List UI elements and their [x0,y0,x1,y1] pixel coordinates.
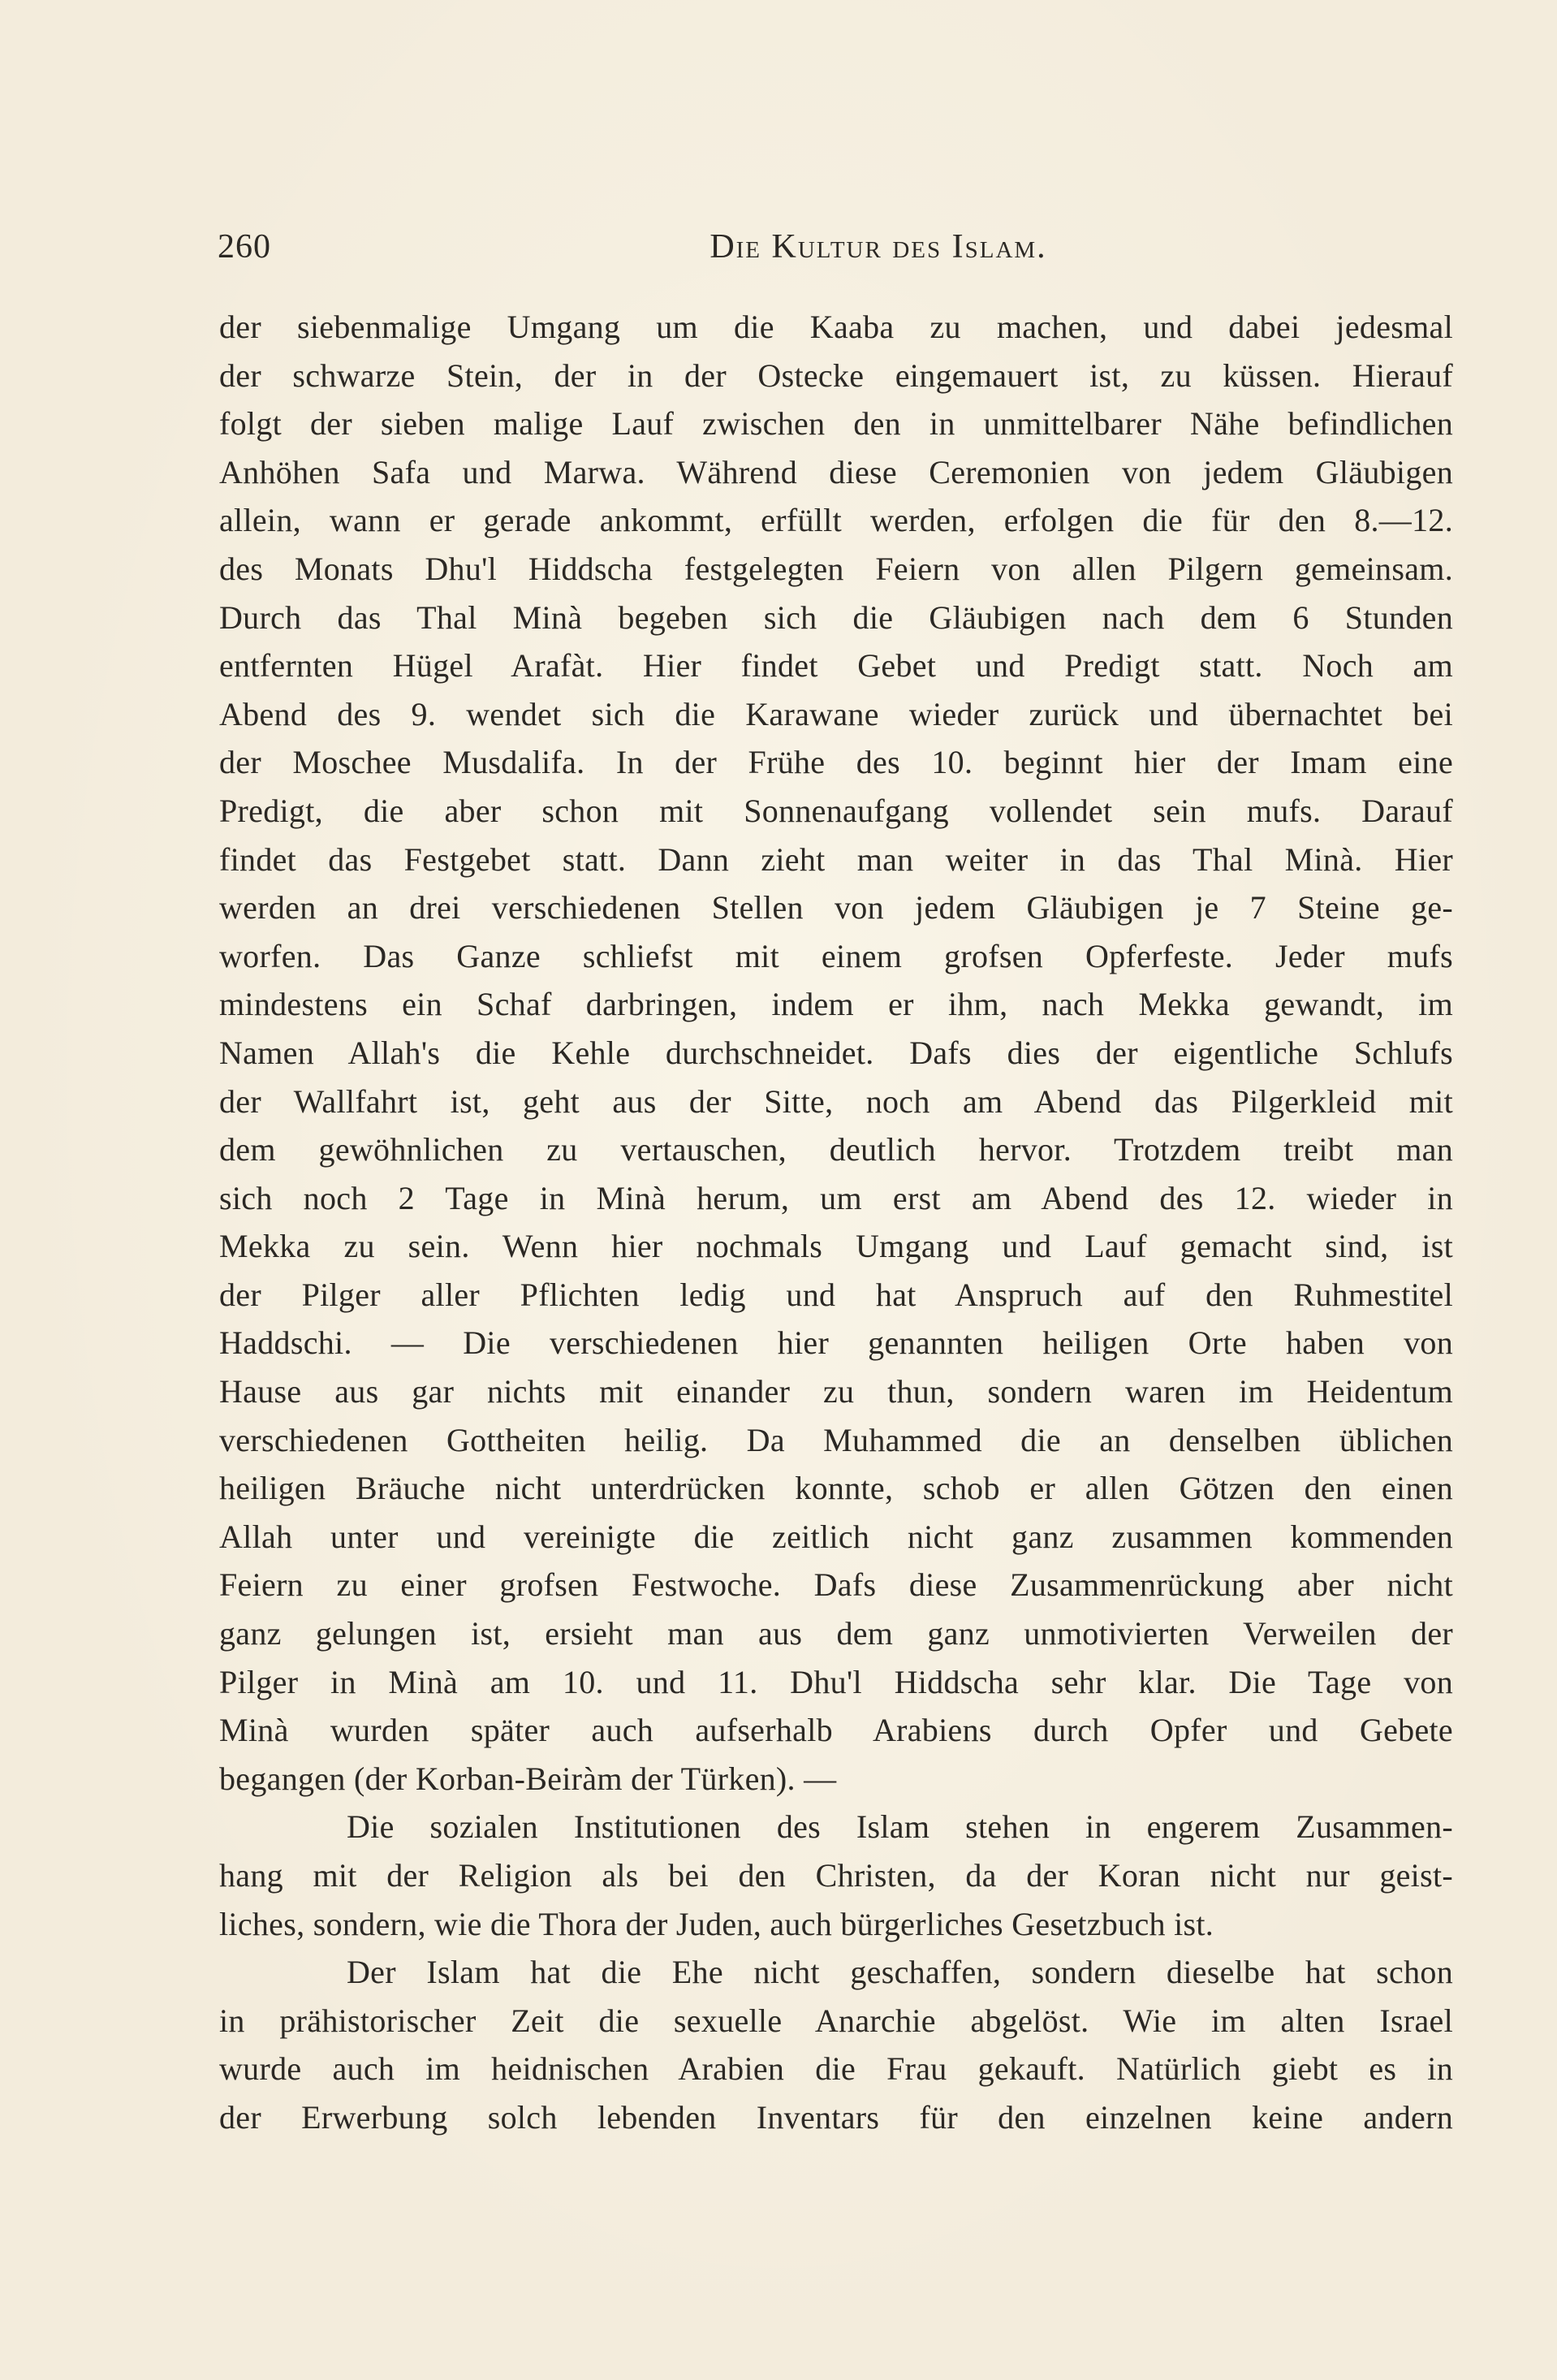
text-line: verschiedenen Gottheiten heilig. Da Muhammed die an denselben üblichen [219,1421,1453,1458]
text-line: Feiern zu einer grofsen Festwoche. Dafs diese Zusammenrückung aber nicht [219,1566,1453,1604]
text-line: werden an drei verschiedenen Stellen von jedem Gläubigen je 7 Steine ge- [219,889,1453,927]
text-line: hang mit der Religion als bei den Christen, da der Koran nicht nur geist- [219,1857,1453,1894]
page-header [218,227,1450,276]
text-line: der Wallfahrt ist, geht aus der Sitte, noch am Abend das Pilgerkleid mit [219,1082,1453,1120]
text-line: Anhöhen Safa und Marwa. Während diese Ceremonien von jedem Gläubigen [219,453,1453,490]
text-line: Mekka zu sein. Wenn hier nochmals Umgang und Lauf gemacht sind, ist [219,1228,1453,1265]
text-line: ganz gelungen ist, ersieht man aus dem ganz unmotivierten Verweilen der [219,1615,1453,1652]
text-line: liches, sondern, wie die Thora der Juden, auch bürgerliches Gesetzbuch ist. [219,1905,1214,1942]
body-text [219,303,1453,2142]
text-line: Allah unter und vereinigte die zeitlich nicht ganz zusammen kommenden [219,1518,1453,1555]
text-line: wurde auch im heidnischen Arabien die Frau gekauft. Natürlich giebt es in [219,2050,1453,2088]
page-number: 260 [218,228,271,266]
text-line: allein, wann er gerade ankommt, erfüllt werden, erfolgen die für den 8.—12. [219,502,1453,539]
text-line: Pilger in Minà am 10. und 11. Dhu'l Hiddscha sehr klar. Die Tage von [219,1663,1453,1700]
text-line: sich noch 2 Tage in Minà herum, um erst am Abend des 12. wieder in [219,1179,1453,1216]
text-line: der schwarze Stein, der in der Ostecke eingemauert ist, zu küssen. Hierauf [219,356,1453,394]
text-line: worfen. Das Ganze schliefst mit einem grofsen Opferfeste. Jeder mufs [219,937,1453,974]
paragraph-start-line: Der Islam hat die Ehe nicht geschaffen, sondern dieselbe hat schon [347,1954,1453,1991]
text-line: begangen (der Korban-Beiràm der Türken). — [219,1760,837,1797]
text-line: Haddschi. — Die verschiedenen hier genannten heiligen Orte haben von [219,1324,1453,1362]
text-line: findet das Festgebet statt. Dann zieht man weiter in das Thal Minà. Hier [219,840,1453,878]
text-line: der Moschee Musdalifa. In der Frühe des 10. beginnt hier der Imam eine [219,744,1453,781]
text-line: in prähistorischer Zeit die sexuelle Anarchie abgelöst. Wie im alten Israel [219,2002,1453,2039]
text-line: entfernten Hügel Arafàt. Hier findet Gebet und Predigt statt. Noch am [219,647,1453,685]
text-line: Namen Allah's die Kehle durchschneidet. Dafs dies der eigentliche Schlufs [219,1034,1453,1071]
text-line: heiligen Bräuche nicht unterdrücken konnte, schob er allen Götzen den einen [219,1470,1453,1507]
paragraph-start-line: Die sozialen Institutionen des Islam stehen in engerem Zusammen- [347,1808,1453,1846]
text-line: der Pilger aller Pflichten ledig und hat Anspruch auf den Ruhmestitel [219,1276,1453,1313]
running-title: Die Kultur des Islam. [709,228,1047,266]
text-line: Minà wurden später auch aufserhalb Arabiens durch Opfer und Gebete [219,1712,1453,1749]
text-line: dem gewöhnlichen zu vertauschen, deutlich hervor. Trotzdem treibt man [219,1131,1453,1168]
text-line: Predigt, die aber schon mit Sonnenaufgang vollendet sein mufs. Darauf [219,792,1453,829]
text-line: Durch das Thal Minà begeben sich die Gläubigen nach dem 6 Stunden [219,598,1453,636]
text-line: folgt der sieben malige Lauf zwischen den in unmittelbarer Nähe befindlichen [219,405,1453,443]
text-line: Hause aus gar nichts mit einander zu thun, sondern waren im Heidentum [219,1373,1453,1410]
text-line: der siebenmalige Umgang um die Kaaba zu machen, und dabei jedesmal [219,309,1453,345]
text-line: der Erwerbung solch lebenden Inventars für den einzelnen keine andern [219,2098,1453,2136]
text-line: Abend des 9. wendet sich die Karawane wieder zurück und übernachtet bei [219,695,1453,732]
text-line: des Monats Dhu'l Hiddscha festgelegten Feiern von allen Pilgern gemeinsam. [219,550,1453,587]
text-line: mindestens ein Schaf darbringen, indem er ihm, nach Mekka gewandt, im [219,986,1453,1023]
